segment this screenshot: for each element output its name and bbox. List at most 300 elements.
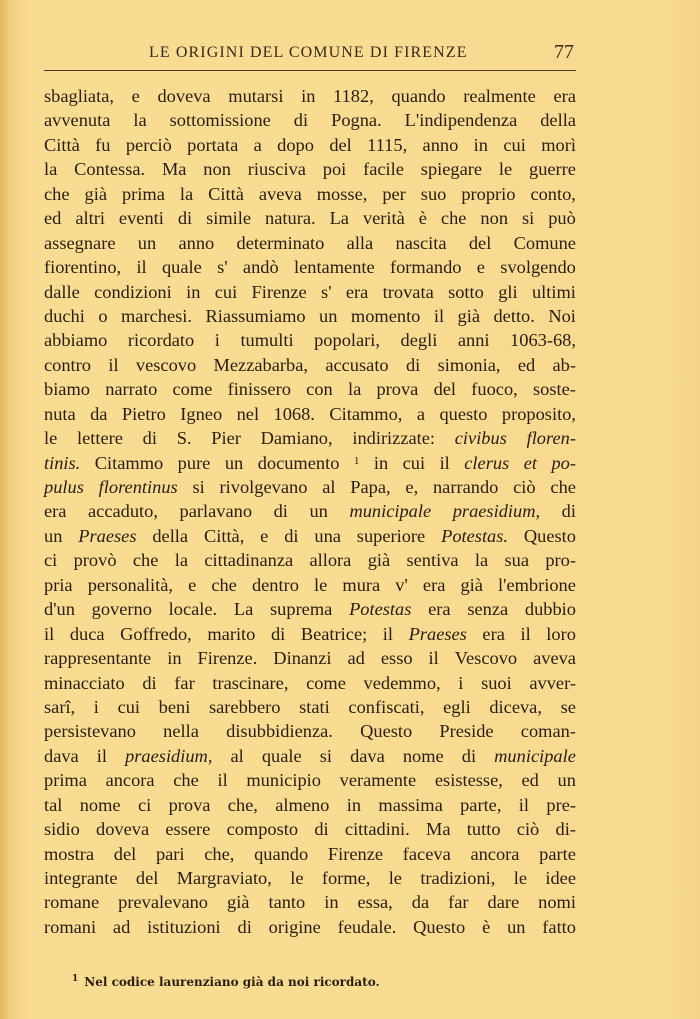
word: diceva, (489, 696, 542, 717)
word: del (468, 232, 492, 253)
text-line (44, 866, 576, 890)
word: Igneo (180, 403, 223, 424)
page-header (44, 40, 576, 70)
word: i (458, 672, 464, 693)
text-line (44, 768, 576, 792)
text-line (44, 915, 576, 939)
word: sottomissione (169, 110, 271, 131)
word: civibus (454, 428, 507, 449)
word: tumulti (240, 330, 294, 351)
word: poi (322, 159, 347, 180)
word: Potestas (349, 599, 412, 620)
word: romane (44, 892, 100, 913)
word: tutto (466, 819, 501, 840)
word: quando (391, 86, 446, 106)
word: et (523, 452, 537, 473)
word: si (319, 745, 333, 766)
word: Damiano, (260, 428, 333, 449)
word: o (98, 305, 108, 326)
word: Goffredo, (120, 623, 192, 644)
word: eventi (118, 208, 164, 229)
word: era (44, 501, 67, 522)
word: marito (207, 623, 256, 644)
word: Questo (523, 525, 576, 546)
word: il (433, 305, 445, 326)
word: simile (206, 208, 252, 229)
word: dava (350, 745, 385, 766)
word: in (473, 134, 488, 155)
word: Contessa. (74, 159, 146, 180)
word: momento (350, 305, 421, 326)
word: sentiva (406, 550, 459, 571)
word: dalle (44, 281, 80, 302)
text-line (44, 353, 576, 377)
word: sidio (44, 819, 80, 840)
word: avvenuta (44, 110, 111, 131)
word: far (448, 892, 469, 913)
word: l'embrione (498, 574, 576, 595)
word: mutarsi (228, 86, 284, 106)
word: lentamente (293, 257, 375, 278)
word: trascinare, (212, 672, 289, 693)
word: è (482, 916, 491, 937)
word: in (373, 452, 389, 473)
text-line (44, 206, 576, 230)
word: 1068. (273, 403, 315, 424)
word: Margraviato, (176, 868, 272, 888)
running-title: LE ORIGINI DEL COMUNE DI FIRENZE (149, 44, 468, 61)
word: ci (44, 550, 58, 571)
word: biamo (44, 379, 90, 400)
word: ancora (105, 770, 155, 791)
text-line (44, 744, 576, 768)
word: istituzioni (147, 916, 221, 937)
word: e (476, 257, 485, 278)
word: marchesi. (121, 305, 192, 326)
word: 1182, (333, 86, 374, 106)
word: pulus (44, 477, 84, 497)
word: pari (155, 843, 185, 864)
word: abbiamo (44, 330, 108, 351)
word: accusato (325, 354, 389, 375)
word: di (461, 745, 477, 766)
word: cittadinanza (204, 550, 294, 571)
word: floren- (526, 428, 576, 449)
word: ed (44, 208, 62, 229)
word: cui (214, 281, 238, 302)
word: verità (362, 208, 405, 229)
word: che (550, 477, 576, 497)
word: anno (178, 232, 215, 253)
word: provò (73, 550, 117, 571)
word: le (44, 428, 58, 449)
word: praesidium, (125, 745, 213, 766)
word: 1115, (367, 134, 408, 155)
word: facile (363, 159, 404, 180)
word: fatto (542, 916, 576, 937)
word: esistesse, (434, 770, 503, 791)
word: determinato (236, 232, 325, 253)
word: e (260, 525, 269, 546)
word: ricordato (127, 330, 195, 351)
word: una (314, 525, 341, 546)
text-line (44, 108, 576, 132)
word: il (520, 623, 531, 644)
word: nome (79, 794, 121, 815)
word: ultimi (531, 281, 576, 302)
word: di (284, 525, 299, 546)
word: Ma (426, 819, 451, 840)
word: anno (422, 134, 459, 155)
text-line (44, 133, 576, 157)
word: La (329, 208, 349, 229)
word: pre- (546, 794, 576, 815)
word: lettere (77, 428, 123, 449)
word: un (44, 525, 63, 546)
word: già (460, 574, 483, 595)
word: il (439, 452, 450, 473)
word: florentinus (98, 477, 178, 497)
word: municipio (246, 770, 321, 791)
word: cittadini. (344, 819, 410, 840)
word: che (211, 574, 237, 595)
text-line (44, 793, 576, 817)
word: essa, (357, 892, 393, 913)
word: che (132, 550, 159, 571)
word: del (433, 379, 457, 400)
word: romani (44, 916, 97, 937)
word: svolgendo (500, 257, 576, 278)
word: s' (321, 281, 332, 302)
word: quale (161, 257, 202, 278)
word: in (186, 281, 201, 302)
word: sua (504, 550, 530, 571)
word: Beatrice; (300, 623, 368, 644)
word: Questo (413, 916, 466, 937)
word: già (367, 550, 391, 571)
word: un (319, 305, 338, 326)
word: ciò (513, 477, 536, 497)
word: veramente (339, 770, 417, 791)
word: ab- (552, 354, 576, 375)
page-number: 77 (554, 41, 574, 63)
word: avver- (529, 672, 576, 693)
word: si (192, 477, 205, 497)
word: beni (158, 696, 191, 717)
word: riusciva (247, 159, 306, 180)
word: composto (226, 819, 299, 840)
word: soste- (533, 379, 576, 400)
word: dubbio (524, 599, 576, 620)
word: simonia, (437, 354, 501, 375)
word: Comune (513, 232, 576, 253)
word: Città, (203, 525, 245, 546)
word: pure (177, 452, 211, 473)
word: L'indipendenza (404, 110, 518, 131)
text-line (44, 597, 576, 621)
text-line (44, 377, 576, 401)
word: morì (541, 134, 576, 155)
word: il (96, 745, 108, 766)
text-line (44, 842, 576, 866)
word: del (135, 868, 159, 888)
word: nel (236, 403, 260, 424)
word: S. (176, 428, 192, 449)
text-line (44, 573, 576, 597)
word: il (44, 623, 55, 644)
word: suoi (481, 672, 512, 693)
word: accaduto, (88, 501, 158, 522)
word: prima (121, 183, 165, 204)
word: Praeses (408, 623, 467, 644)
word: parte, (460, 794, 502, 815)
word: in (167, 648, 182, 669)
word: a (253, 134, 262, 155)
text-line (44, 182, 576, 206)
word: detto. (493, 305, 535, 326)
text-line (44, 402, 576, 426)
word: faceva (402, 843, 451, 864)
word: a (416, 403, 425, 424)
word: s' (217, 257, 228, 278)
word: di (293, 110, 309, 131)
word: come (172, 379, 213, 400)
word: ad (112, 916, 131, 937)
word: che (173, 770, 199, 791)
word: le (388, 868, 402, 888)
word: il (108, 354, 119, 375)
word: d'un (44, 599, 75, 620)
word: e, (405, 477, 419, 497)
word: Vescovo (454, 648, 518, 669)
word: Papa, (350, 477, 391, 497)
word: contro (44, 354, 91, 375)
word: un (557, 770, 576, 791)
word: un (224, 452, 244, 473)
word: di (405, 354, 421, 375)
word: dare (487, 892, 520, 913)
word: di (142, 428, 157, 449)
word: persistevano (44, 721, 136, 742)
word: da (411, 892, 430, 913)
word: il (136, 257, 147, 278)
word: prima (44, 770, 87, 791)
text-line (44, 475, 576, 499)
word: perciò (125, 134, 172, 155)
word: in (324, 892, 339, 913)
word: della (540, 110, 576, 131)
word: di (142, 672, 157, 693)
word: prevalevano (118, 892, 209, 913)
word: alla (346, 232, 374, 253)
word: tanto (268, 892, 306, 913)
word: nomi (538, 892, 576, 913)
word: come (306, 672, 346, 693)
word: il (428, 648, 439, 669)
word: narrando (432, 477, 499, 497)
text-line (44, 671, 576, 695)
word: non (480, 208, 509, 229)
word: era (422, 574, 446, 595)
word: già (457, 305, 481, 326)
word: ed (517, 354, 536, 375)
word: del (329, 134, 352, 155)
word: superiore (356, 525, 426, 546)
text-line (44, 817, 576, 841)
word: duchi (44, 305, 85, 326)
text-line (44, 524, 576, 548)
word: sotto (448, 281, 484, 302)
word: che (44, 183, 70, 204)
text-line (44, 890, 576, 914)
word: municipale (349, 501, 432, 522)
word: egli (443, 696, 471, 717)
word: suo (420, 183, 447, 204)
word: vescovo (135, 354, 197, 375)
word: nascita (395, 232, 447, 253)
word: Dinanzi (273, 648, 332, 669)
word: Noi (548, 305, 576, 326)
word: realmente (463, 86, 536, 106)
word: che, (227, 794, 258, 815)
word: un (137, 232, 157, 253)
word: le (513, 868, 528, 888)
word: Riassumiamo (205, 305, 306, 326)
text-line (44, 231, 576, 255)
word: può (548, 208, 576, 229)
word: feudale. (337, 916, 397, 937)
word: di (314, 819, 329, 840)
header-rule (44, 70, 576, 71)
word: cui (402, 452, 426, 473)
word: Potestas. (441, 525, 509, 546)
word: nella (163, 721, 199, 742)
word: di (561, 501, 576, 522)
word: Citammo, (329, 403, 403, 424)
footnote-marker: 1 (72, 974, 79, 984)
text-line (44, 451, 576, 475)
word: Città (44, 134, 80, 155)
word: e (188, 574, 197, 595)
word: loro (546, 623, 576, 644)
word: in (301, 86, 316, 106)
text-line (44, 84, 576, 108)
word: tinis. (44, 452, 81, 473)
text-line (44, 622, 576, 646)
word: cui (117, 696, 141, 717)
word: la (474, 550, 489, 571)
word: vedemmo, (363, 672, 441, 693)
word: era (482, 623, 505, 644)
text-line (44, 695, 576, 719)
word: ancora (470, 843, 520, 864)
word: Praeses (78, 525, 137, 546)
word: il (518, 794, 530, 815)
word: fuoco, (471, 379, 518, 400)
word: clerus (464, 452, 510, 473)
word: questo (439, 403, 488, 424)
word: un (507, 916, 526, 937)
word: era (345, 281, 369, 302)
word: le (290, 868, 304, 888)
word: dopo (277, 134, 314, 155)
word: narrato (105, 379, 158, 400)
word: praesidium, (452, 501, 541, 522)
word: altri (75, 208, 105, 229)
word: rappresentante (44, 648, 152, 669)
word: ad (347, 648, 365, 669)
word: sarebbero (208, 696, 281, 717)
word: po- (551, 452, 576, 473)
word: la (179, 183, 194, 204)
word: che, (204, 843, 235, 864)
word: doveva (96, 819, 150, 840)
word: Pier (211, 428, 241, 449)
word: degli (400, 330, 438, 351)
word: fiorentino, (44, 257, 122, 278)
word: è (418, 208, 427, 229)
word: proprio (461, 183, 516, 204)
word: era (553, 86, 576, 106)
word: stati (299, 696, 330, 717)
text-line (44, 255, 576, 279)
text-line (44, 646, 576, 670)
text-line (44, 548, 576, 572)
word: la (174, 550, 188, 571)
word: pria (44, 574, 73, 595)
body-text (44, 84, 576, 939)
word: idee (545, 868, 576, 888)
word: portata (187, 134, 239, 155)
word: origine (268, 916, 321, 937)
word: aveva (258, 183, 302, 204)
footnote-text: Nel codice laurenziano già da noi ricordato. (84, 975, 380, 989)
word: Mezzabarba, (213, 354, 308, 375)
word: ciò (516, 819, 540, 840)
word: le (314, 574, 328, 595)
word: del (113, 843, 137, 864)
word: che (440, 208, 467, 229)
word: nuta (44, 403, 76, 424)
word: della (152, 525, 189, 546)
word: tal (44, 794, 63, 815)
word: indirizzate: (352, 428, 436, 449)
word: condizioni (94, 281, 172, 302)
word: rivolgevano (219, 477, 308, 497)
word: al (230, 745, 244, 766)
word: Firenze. (197, 648, 258, 669)
word: confiscati, (348, 696, 425, 717)
word: spiegare (420, 159, 483, 180)
word: era (428, 599, 451, 620)
word: già (84, 183, 107, 204)
text-line (44, 280, 576, 304)
word: se (560, 696, 576, 717)
word: almeno (275, 794, 330, 815)
word: con (306, 379, 333, 400)
word: locale. (168, 599, 218, 620)
word: suprema (270, 599, 333, 620)
word: coman- (520, 721, 576, 742)
word: aveva (533, 648, 576, 669)
word: natura. (265, 208, 316, 229)
word: La (233, 599, 254, 620)
word: per (382, 183, 406, 204)
word: Firenze (251, 281, 307, 302)
word: Città (208, 183, 244, 204)
word: andò (242, 257, 279, 278)
word: allora (309, 550, 352, 571)
